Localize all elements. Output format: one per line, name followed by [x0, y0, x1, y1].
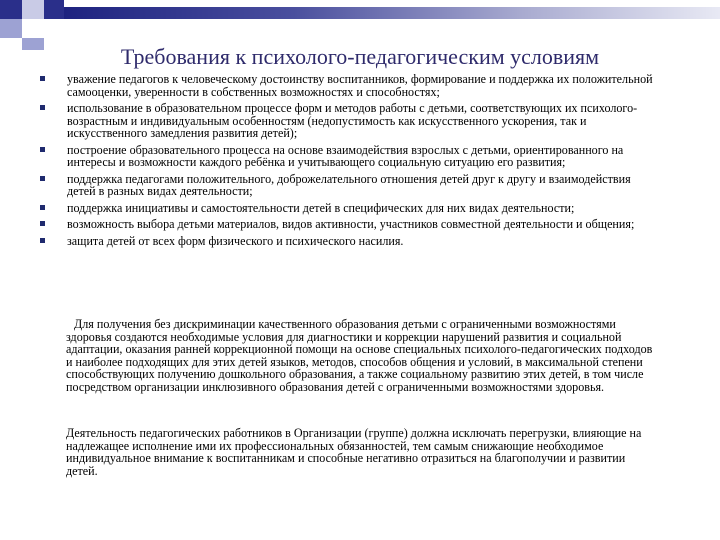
header-gradient-bar [64, 7, 720, 19]
decor-square-dark [44, 0, 64, 19]
decor-square-white [22, 19, 44, 38]
list-item: использование в образовательном процессе форм и методов работы с детьми, соответствующих их психолого-возрастным и индивидуальным особенностям (недопустимость как искусственного ускорения, так и искусственного замедления развития детей); [38, 102, 658, 140]
decor-square-dark [0, 0, 22, 19]
list-item: возможность выбора детьми материалов, видов активности, участников совместной деятельности и общения; [38, 218, 658, 231]
decor-square-light [0, 19, 22, 38]
list-item: защита детей от всех форм физического и психического насилия. [38, 235, 658, 248]
list-item: поддержка инициативы и самостоятельности детей в специфических для них видах деятельности; [38, 202, 658, 215]
list-item: уважение педагогов к человеческому достоинству воспитанников, формирование и поддержка их положительной самооценки, уверенности в собственных возможностях и способностях; [38, 73, 658, 98]
workload-paragraph: Деятельность педагогических работников в Организации (группе) должна исключать перегрузки, влияющие на надлежащее исполнение ими их профессиональных обязанностей, тем самым снижающие необходимое индивидуальное внимание к воспитанникам и способные негативно отразиться на благополучии и развитии детей. [66, 426, 642, 478]
list-item: построение образовательного процесса на основе взаимодействия взрослых с детьми, ориентированного на интересы и возможности каждого ребёнка и учитывающего социальную ситуацию его развития; [38, 144, 658, 169]
decor-square-pale [22, 0, 44, 19]
inclusive-education-paragraph: Для получения без дискриминации качественного образования детьми с ограниченными возможностями здоровья создаются необходимые условия для диагностики и коррекции нарушений развития и социальной адаптации, оказания ранней коррекционной помощи на основе специальных психолого-педагогических подходов и наиболее подходящих для этих детей языков, методов, способов общения и условий, в максимальной степени способствующих получению дошкольного образования, а также социальному развитию этих детей, в том числе посредством организации инклюзивного образования детей с ограниченными возможностями здоровья. [66, 317, 653, 394]
list-item: поддержка педагогами положительного, доброжелательного отношения детей друг к другу и взаимодействия детей в разных видах деятельности; [38, 173, 658, 198]
slide-title: Требования к психолого-педагогическим условиям [120, 44, 600, 69]
requirements-list [38, 73, 658, 251]
